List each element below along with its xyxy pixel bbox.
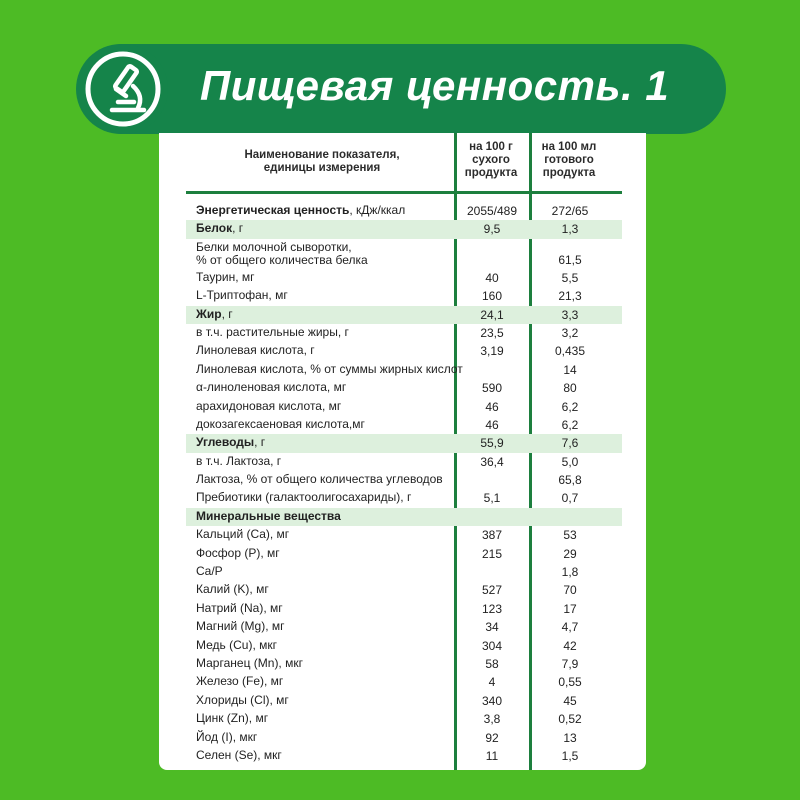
table-row (186, 489, 622, 507)
row-label (196, 694, 289, 707)
table-row (186, 729, 622, 747)
value-per-100g: 160 (481, 289, 503, 304)
row-label-bold: Белок (196, 221, 233, 236)
table-row (186, 287, 622, 305)
value-per-100ml: 5,5 (561, 270, 579, 285)
row-label-text: Натрий (Na), мг (196, 600, 283, 615)
value-per-100g: 304 (481, 638, 503, 653)
row-label-text: Лактоза, % от общего количества углеводов (196, 472, 443, 487)
table-row (186, 710, 622, 728)
row-label-text: α-линоленовая кислота, мг (196, 380, 347, 395)
value-per-100ml: 5,0 (561, 454, 579, 469)
row-label (196, 602, 283, 615)
row-label-text: Железо (Fe), мг (196, 674, 284, 689)
value-per-100g: 340 (481, 693, 503, 708)
value-per-100ml: 53 (563, 528, 577, 543)
row-label-text: Магний (Mg), мг (196, 619, 285, 634)
row-label (196, 436, 265, 449)
table-row (186, 269, 622, 287)
value-per-100ml: 3,2 (561, 325, 579, 340)
row-label-text: Кальций (Ca), мг (196, 527, 290, 542)
value-per-100g: 40 (485, 270, 499, 285)
row-label-text: Ca/P (196, 564, 223, 579)
row-label-text: Йод (I), мкг (196, 729, 258, 744)
value-per-100ml: 6,2 (561, 399, 579, 414)
row-label-text: в т.ч. растительные жиры, г (196, 324, 349, 339)
value-per-100ml: 70 (563, 583, 577, 598)
nutrition-table (159, 133, 646, 770)
value-per-100ml: 3,3 (561, 307, 579, 322)
row-label (196, 308, 233, 321)
row-label (196, 583, 269, 596)
row-label (196, 675, 283, 688)
row-label (196, 547, 280, 560)
row-label-text: Селен (Se), мкг (196, 747, 282, 762)
row-label-bold: Углеводы (196, 435, 255, 450)
table-row (186, 526, 622, 544)
row-label-text: Линолевая кислота, % от суммы жирных кислот (196, 361, 463, 376)
value-per-100ml: 1,5 (561, 748, 579, 763)
row-label-text: Таурин, мг (196, 269, 255, 284)
badge (78, 44, 168, 134)
row-label-text: Хлориды (Cl), мг (196, 692, 289, 707)
table-row (186, 361, 622, 379)
value-per-100g: 9,5 (483, 222, 501, 237)
row-label-bold: Минеральные вещества (196, 508, 341, 523)
row-label (196, 455, 281, 468)
table-row (186, 673, 622, 691)
row-label-text: арахидоновая кислота, мг (196, 398, 342, 413)
value-per-100ml: 1,3 (561, 222, 579, 237)
table-row (186, 434, 622, 452)
table-row (186, 655, 622, 673)
value-per-100g: 46 (485, 399, 499, 414)
value-per-100ml: 14 (563, 362, 577, 377)
row-label (196, 491, 411, 504)
microscope-icon (78, 44, 168, 134)
row-label-text: L-Триптофан, мг (196, 288, 288, 303)
row-label-text: , кДж/ккал (349, 203, 406, 217)
value-per-100ml: 4,7 (561, 620, 579, 635)
row-label-text: , г (221, 306, 233, 321)
value-per-100ml: 80 (563, 381, 577, 396)
row-label (196, 620, 285, 633)
row-label (196, 418, 365, 431)
row-label (196, 381, 346, 394)
value-per-100ml: 65,8 (558, 473, 582, 488)
value-per-100ml: 61,5 (558, 252, 582, 267)
value-per-100g: 3,19 (480, 344, 504, 359)
row-label-text: Белки молочной сыворотки, % от общего количества белка (196, 239, 368, 267)
row-label-bold: Энергетическая ценность (196, 203, 350, 217)
row-label-text: , г (254, 435, 266, 450)
value-per-100g: 5,1 (483, 491, 501, 506)
value-per-100ml: 7,6 (561, 436, 579, 451)
table-row (186, 563, 622, 581)
table-row (186, 637, 622, 655)
value-per-100g: 58 (485, 656, 499, 671)
row-label (196, 657, 303, 670)
value-per-100ml: 45 (563, 693, 577, 708)
value-per-100ml: 272/65 (551, 204, 589, 218)
row-label (196, 528, 289, 541)
table-row (186, 453, 622, 471)
row-label-text: докозагексаеновая кислота,мг (196, 416, 365, 431)
table-row (186, 416, 622, 434)
value-per-100ml: 0,7 (561, 491, 579, 506)
value-per-100ml: 0,435 (554, 344, 586, 359)
value-per-100ml: 13 (563, 730, 577, 745)
row-label-text: в т.ч. Лактоза, г (196, 453, 282, 468)
table-body (186, 202, 622, 765)
page-title: Пищевая ценность. 1 (200, 62, 670, 109)
table-row (186, 220, 622, 238)
table-row (186, 692, 622, 710)
row-label (196, 289, 288, 302)
row-label (196, 326, 349, 339)
row-label-text: Фосфор (P), мг (196, 545, 280, 560)
value-per-100g: 34 (485, 620, 499, 635)
value-per-100g: 55,9 (480, 436, 504, 451)
row-label (196, 510, 341, 523)
table-row (186, 239, 622, 269)
header-name: Наименование показателя, единицы измерения (244, 149, 400, 174)
value-per-100g: 2055/489 (466, 204, 518, 218)
table-row (186, 618, 622, 636)
table-row (186, 306, 622, 324)
row-label (196, 473, 443, 486)
value-per-100g: 36,4 (480, 454, 504, 469)
row-label (196, 731, 257, 744)
value-per-100ml: 7,9 (561, 656, 579, 671)
value-per-100g: 4 (488, 675, 496, 690)
table-row (186, 202, 622, 220)
row-label (196, 204, 405, 217)
value-per-100ml: 29 (563, 546, 577, 561)
table-row (186, 471, 622, 489)
value-per-100g: 527 (481, 583, 503, 598)
value-per-100ml: 0,52 (558, 712, 582, 727)
value-per-100g: 215 (481, 546, 503, 561)
row-label-text: Калий (K), мг (196, 582, 269, 597)
row-label (196, 363, 463, 376)
row-label (196, 400, 341, 413)
row-label-text: Цинк (Zn), мг (196, 711, 269, 726)
table-row (186, 600, 622, 618)
value-per-100g: 590 (481, 381, 503, 396)
table-row (186, 342, 622, 360)
value-per-100g: 24,1 (480, 307, 504, 322)
value-per-100g: 387 (481, 528, 503, 543)
row-label (196, 749, 282, 762)
value-per-100ml: 0,55 (558, 675, 582, 690)
header-rule (186, 191, 622, 194)
row-label-text: Марганец (Mn), мкг (196, 655, 303, 670)
row-label (196, 639, 277, 652)
value-per-100ml: 21,3 (558, 289, 582, 304)
value-per-100g: 123 (481, 601, 503, 616)
table-row (186, 508, 622, 526)
value-per-100ml: 17 (563, 601, 577, 616)
row-label (196, 222, 243, 235)
row-label-bold: Жир (196, 306, 222, 321)
row-label (196, 241, 368, 267)
table-row (186, 747, 622, 765)
table-row (186, 581, 622, 599)
table-row (186, 324, 622, 342)
row-label-text: Медь (Cu), мкг (196, 637, 278, 652)
row-label-text: , г (232, 221, 244, 236)
value-per-100g: 3,8 (483, 712, 501, 727)
header-per-100g: на 100 г сухого продукта (464, 141, 518, 179)
row-label-text: Линолевая кислота, г (196, 343, 315, 358)
table-row (186, 398, 622, 416)
row-label-text: Пребиотики (галактоолигосахариды), г (196, 490, 412, 505)
header-per-100ml: на 100 мл готового продукта (541, 141, 597, 179)
value-per-100g: 11 (485, 748, 499, 763)
table-row (186, 545, 622, 563)
value-per-100g: 23,5 (480, 325, 504, 340)
row-label (196, 565, 223, 578)
row-label (196, 344, 315, 357)
value-per-100g: 92 (485, 730, 499, 745)
value-per-100g: 46 (485, 417, 499, 432)
value-per-100ml: 6,2 (561, 417, 579, 432)
row-label (196, 712, 268, 725)
value-per-100ml: 1,8 (561, 565, 579, 580)
row-label (196, 271, 255, 284)
table-row (186, 379, 622, 397)
value-per-100ml: 42 (563, 638, 577, 653)
